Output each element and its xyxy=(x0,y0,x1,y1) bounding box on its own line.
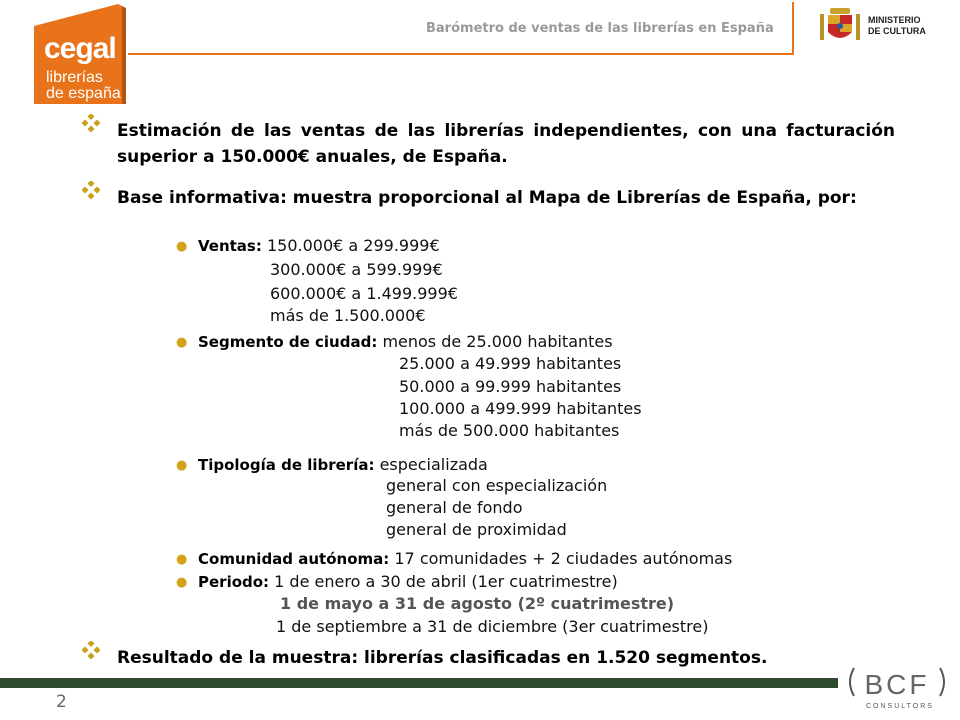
footer-bar xyxy=(0,678,838,688)
main-item-scope: Estimación de las ventas de las librerías independientes, con una facturación superior a 150.000€ anuales, de España. xyxy=(117,121,895,167)
ventas-value: 600.000€ a 1.499.999€ xyxy=(270,284,458,303)
ciudad-value: 25.000 a 49.999 habitantes xyxy=(399,354,622,373)
comunidad-value: 17 comunidades + 2 ciudades autónomas xyxy=(394,549,733,568)
main-item-result: Resultado de la muestra: librerías clasificadas en 1.520 segmentos. xyxy=(117,648,768,668)
logo-line-1: librerías xyxy=(46,69,103,86)
coat-of-arms-icon xyxy=(818,6,862,46)
bcf-mark: BCF xyxy=(864,669,930,700)
ministry-logo xyxy=(818,6,938,46)
tipologia-value: general de fondo xyxy=(386,498,523,517)
periodo-value: 1 de mayo a 31 de agosto (2º cuatrimestre) xyxy=(280,594,675,613)
ventas-value: más de 1.500.000€ xyxy=(270,306,426,325)
tipologia-label: Tipología de librería: xyxy=(198,456,375,474)
page-number: 2 xyxy=(56,692,67,712)
comunidad-label: Comunidad autónoma: xyxy=(198,550,390,568)
periodo-label: Periodo: xyxy=(198,573,270,591)
ventas-value: 150.000€ a 299.999€ xyxy=(266,236,440,255)
main-item-base: Base informativa: muestra proporcional al Mapa de Librerías de España, por: xyxy=(117,188,857,208)
ciudad-value: 50.000 a 99.999 habitantes xyxy=(399,377,622,396)
round-bullet-icon: ● xyxy=(176,239,188,254)
round-bullet-icon: ● xyxy=(176,458,188,473)
periodo-value: 1 de enero a 30 de abril (1er cuatrimestre) xyxy=(274,572,618,591)
ciudad-value: más de 500.000 habitantes xyxy=(399,421,620,440)
round-bullet-icon: ● xyxy=(176,552,188,567)
ciudad-label: Segmento de ciudad: xyxy=(198,333,378,351)
comunidad-row xyxy=(198,549,732,569)
header-rule xyxy=(128,53,792,55)
ciudad-value: menos de 25.000 habitantes xyxy=(382,332,613,351)
header-vertical-rule xyxy=(792,2,794,55)
diamond-bullet-icon xyxy=(82,641,100,659)
periodo-row xyxy=(198,572,618,592)
header-title: Barómetro de ventas de las librerías en España xyxy=(426,21,774,36)
periodo-value: 1 de septiembre a 31 de diciembre (3er cuatrimestre) xyxy=(276,617,709,636)
round-bullet-icon: ● xyxy=(176,335,188,350)
tipologia-value: general con especialización xyxy=(386,476,608,495)
bcf-logo xyxy=(844,662,954,712)
tipologia-value: general de proximidad xyxy=(386,520,567,539)
ventas-row xyxy=(198,236,440,256)
tipologia-row xyxy=(198,455,488,475)
ciudad-row xyxy=(198,332,613,352)
ventas-value: 300.000€ a 599.999€ xyxy=(270,260,443,279)
diamond-bullet-icon xyxy=(82,181,100,199)
bcf-sub: CONSULTORS xyxy=(866,703,934,710)
ministry-line-2: DE CULTURA xyxy=(868,26,926,36)
ventas-label: Ventas: xyxy=(198,237,262,255)
diamond-bullet-icon xyxy=(82,114,100,132)
ciudad-value: 100.000 a 499.999 habitantes xyxy=(399,399,642,418)
logo-word: cegal xyxy=(44,32,116,65)
bcf-logo-mark xyxy=(844,662,954,712)
cegal-logo xyxy=(34,4,128,104)
logo-line-2: de españa xyxy=(46,85,121,102)
round-bullet-icon: ● xyxy=(176,575,188,590)
ministry-line-1: MINISTERIO xyxy=(868,15,921,25)
tipologia-value: especializada xyxy=(379,455,488,474)
